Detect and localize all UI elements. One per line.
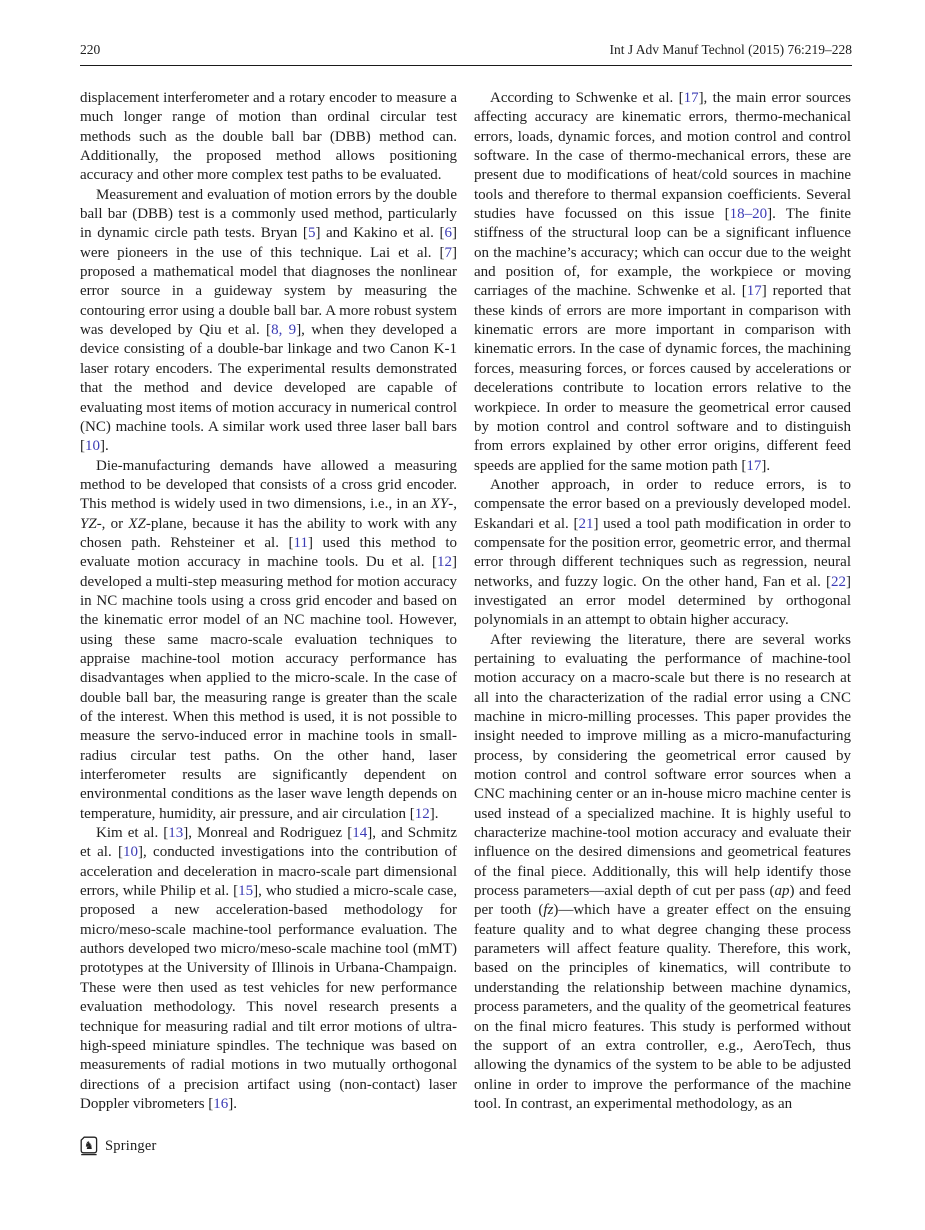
left-column xyxy=(80,89,457,1114)
italic-text: XZ xyxy=(128,515,146,532)
text-run: ], and Schmitz et al. [ xyxy=(80,825,457,861)
text-run: ], Monreal and Rodriguez [ xyxy=(183,825,353,842)
text-run: ], when they developed a device consisting of a double-bar linkage and two Canon K-1 laser rotary encoders. The experimental results demonstrated that the method and device developed are capable of evaluating most items of motion accuracy in numerical control (NC) machine tools. A similar work used three laser ball bars [ xyxy=(80,322,458,455)
text-run: ]. xyxy=(100,438,109,455)
text-run: ] and Kakino et al. [ xyxy=(315,225,445,242)
text-run: ], the main error sources affecting accuracy are kinematic errors, thermo-mechanical errors, loads, dynamic forces, and motion control and control software. In the case of thermo-mechanical errors, these are present due to modifications of heat/cold sources in machine tools and therefore to thermal expansion coefficients. Several studies have focussed on this issue [ xyxy=(474,90,851,223)
italic-text: ap xyxy=(774,883,790,900)
citation-link[interactable]: 10 xyxy=(123,844,138,861)
text-run: -, xyxy=(448,496,457,513)
citation-link[interactable]: 8, 9 xyxy=(271,322,297,339)
paragraph xyxy=(474,89,851,476)
text-run: After reviewing the literature, there are several works pertaining to evaluating the performance of machine-tool motion accuracy on a macro-scale but there is no research at all into the characterization of the radial error using a CNC machine in micro-milling processes. This paper provides the insight needed to improve milling as a micro-manufacturing process, by considering the geometrical error caused by motion control and control software error sources when a CNC machining center or an in-house micro machine center is used instead of a specialized machine. It is highly useful to characterize machine-tool motion accuracy and evaluate their influence on the desired dimensions and geometrical features of the final piece. Additionally, this will help identify those process parameters—axial depth of cut per pass ( xyxy=(474,631,851,900)
text-run: ]. xyxy=(228,1095,238,1112)
citation-link[interactable]: 15 xyxy=(238,883,254,900)
paragraph xyxy=(80,89,457,186)
right-column xyxy=(474,89,851,1114)
paragraph xyxy=(474,476,851,631)
paragraph xyxy=(80,186,457,457)
citation-link[interactable]: 22 xyxy=(831,573,846,590)
citation-link[interactable]: 17 xyxy=(683,90,699,106)
text-run: Die-manufacturing demands have allowed a measuring method to be developed that consists of a cross grid encoder. This method is widely used in two dimensions, i.e., in an xyxy=(80,457,457,513)
text-run: -plane, because it has the ability to work with any chosen path. Rehsteiner et al. [ xyxy=(80,515,458,551)
citation-link[interactable]: 14 xyxy=(352,825,368,842)
page-footer xyxy=(80,1136,157,1156)
text-run: ] used a tool path modification in order to compensate for the position error, geometric error, and thermal error through different techniques such as regression, neural networks, and fuzzy logic. On the other hand, Fan et al. [ xyxy=(474,515,851,590)
text-run: ] reported that these kinds of errors are more important in comparison with kinematic errors are more important in comparison with kinematic errors. In the case of dynamic forces, the machining forces, measuring forces, or forces caused by accelerations or decelerations contribute to location errors relative to the workpiece. In order to measure the geometrical error caused by motion control and control software and to distinguish from errors explained by other error origins, different feed speeds are applied for the same motion path [ xyxy=(474,283,851,474)
text-run: ] were pioneers in the use of this technique. Lai et al. [ xyxy=(80,225,457,261)
text-run: ) and feed per tooth ( xyxy=(474,883,851,919)
text-run: According to Schwenke et al. [ xyxy=(490,90,684,106)
page-number: 220 xyxy=(80,42,101,57)
text-run: Kim et al. [ xyxy=(96,825,169,842)
citation-link[interactable]: 13 xyxy=(168,825,184,842)
text-run: ], conducted investigations into the contribution of acceleration and deceleration in macro-scale part dimensional errors, while Philip et al. [ xyxy=(80,844,457,900)
publisher-name: Springer xyxy=(105,1137,157,1154)
citation-link[interactable]: 18–20 xyxy=(729,206,768,223)
citation-link[interactable]: 10 xyxy=(85,438,100,455)
text-run: ] used this method to evaluate motion accuracy in machine tools. Du et al. [ xyxy=(80,534,457,571)
paragraph xyxy=(474,631,851,1115)
italic-text: YZ xyxy=(80,515,97,532)
text-run: ]. xyxy=(429,805,439,822)
citation-link[interactable]: 16 xyxy=(213,1095,229,1112)
citation-link[interactable]: 17 xyxy=(746,457,762,474)
paragraph xyxy=(80,824,457,1114)
text-run: )—which have a greater effect on the ensuing feature quality and to what degree changing these process parameters will affect feature quality. Therefore, this work, based on the principles of kinematics, will contribute to understanding the relationship between machine dynamics, process parameters, and the quality of the geometrical features on the final micro features. This study is performed without the support of an extra controller, e.g., AeroTech, thus allowing the dynamics of the system to be able to be adjusted online in order to improve the performance of the machine tool. In contrast, an experimental methodology, as an xyxy=(474,902,851,1112)
springer-logo-icon xyxy=(80,1136,98,1156)
paragraph xyxy=(80,457,457,825)
text-run: ] investigated an error model determined by orthogonal polynomials in an attempt to obtain higher accuracy. xyxy=(474,573,851,629)
text-run: Another approach, in order to reduce errors, is to compensate the error based on a previously developed model. Eskandari et al. [ xyxy=(474,476,851,532)
italic-text: XY xyxy=(430,496,449,513)
journal-reference: Int J Adv Manuf Technol (2015) 76:219–228 xyxy=(609,42,852,57)
svg-text:♞: ♞ xyxy=(83,1139,94,1153)
citation-link[interactable]: 11 xyxy=(293,534,308,551)
citation-link[interactable]: 21 xyxy=(578,515,594,532)
citation-link[interactable]: 7 xyxy=(444,244,452,261)
page-header xyxy=(80,42,852,66)
text-run: ] developed a multi-step measuring method for motion accuracy in NC machine tools using a cross grid encoder and based on the kinematic error model of an NC machine tool. However, using these same macro-scale evaluation techniques to appraise machine-tool motion accuracy performance has disadvantages when applied to the micro-scale. In the case of double ball bar, the measuring range is greater than the scale of the interest. When this method is used, it is not possible to measure the servo-induced error in machine tools in small-radius circular test paths. On the other hand, laser interferometer results are significantly dependent on environmental conditions as the laser wave length depends on temperature, humidity, air pressure, and air circulation [ xyxy=(80,554,457,822)
two-column-body xyxy=(80,89,852,1114)
text-run: Measurement and evaluation of motion errors by the double ball bar (DBB) test is a commonly used method, particularly in dynamic circle path tests. Bryan [ xyxy=(80,186,457,242)
citation-link[interactable]: 5 xyxy=(307,225,316,242)
citation-link[interactable]: 17 xyxy=(746,283,762,300)
text-run: displacement interferometer and a rotary encoder to measure a much longer range of motion than ordinal circular test methods such as the double ball bar (DBB) method can. Additionally, the proposed method allows positioning accuracy and other more complex test paths to be evaluated. xyxy=(80,90,457,184)
text-run: ] proposed a mathematical model that diagnoses the nonlinear error source in a guideway system by measuring the contouring error using a double ball bar. A more robust system was developed by Qiu et al. [ xyxy=(80,244,457,339)
text-run: ], who studied a micro-scale case, proposed a new acceleration-based methodology for micro/meso-scale machine-tool performance evaluation. The authors developed two micro/meso-scale machine tool (mMT) prototypes at the University of Illinois in Urbana-Champaign. These were then used as test vehicles for new performance evaluation methodology. This novel research presents a technique for measuring radial and tilt error motions of ultra-high-speed miniature spindles. The technique was based on measurements of radial motions in two mutually orthogonal directions of a precision artifact using (non-contact) laser Doppler vibrometers [ xyxy=(80,883,458,1112)
citation-link[interactable]: 12 xyxy=(414,805,430,822)
text-run: -, or xyxy=(96,515,129,532)
citation-link[interactable]: 6 xyxy=(444,225,452,242)
italic-text: fz xyxy=(543,902,554,919)
citation-link[interactable]: 12 xyxy=(437,554,452,571)
text-run: ]. xyxy=(761,457,771,474)
text-run: ]. The finite stiffness of the structural loop can be a significant influence on the machine’s accuracy; which can occur due to the weight and position of, for example, the workpiece or moving carriages of the machine. Schwenke et al. [ xyxy=(474,206,852,300)
